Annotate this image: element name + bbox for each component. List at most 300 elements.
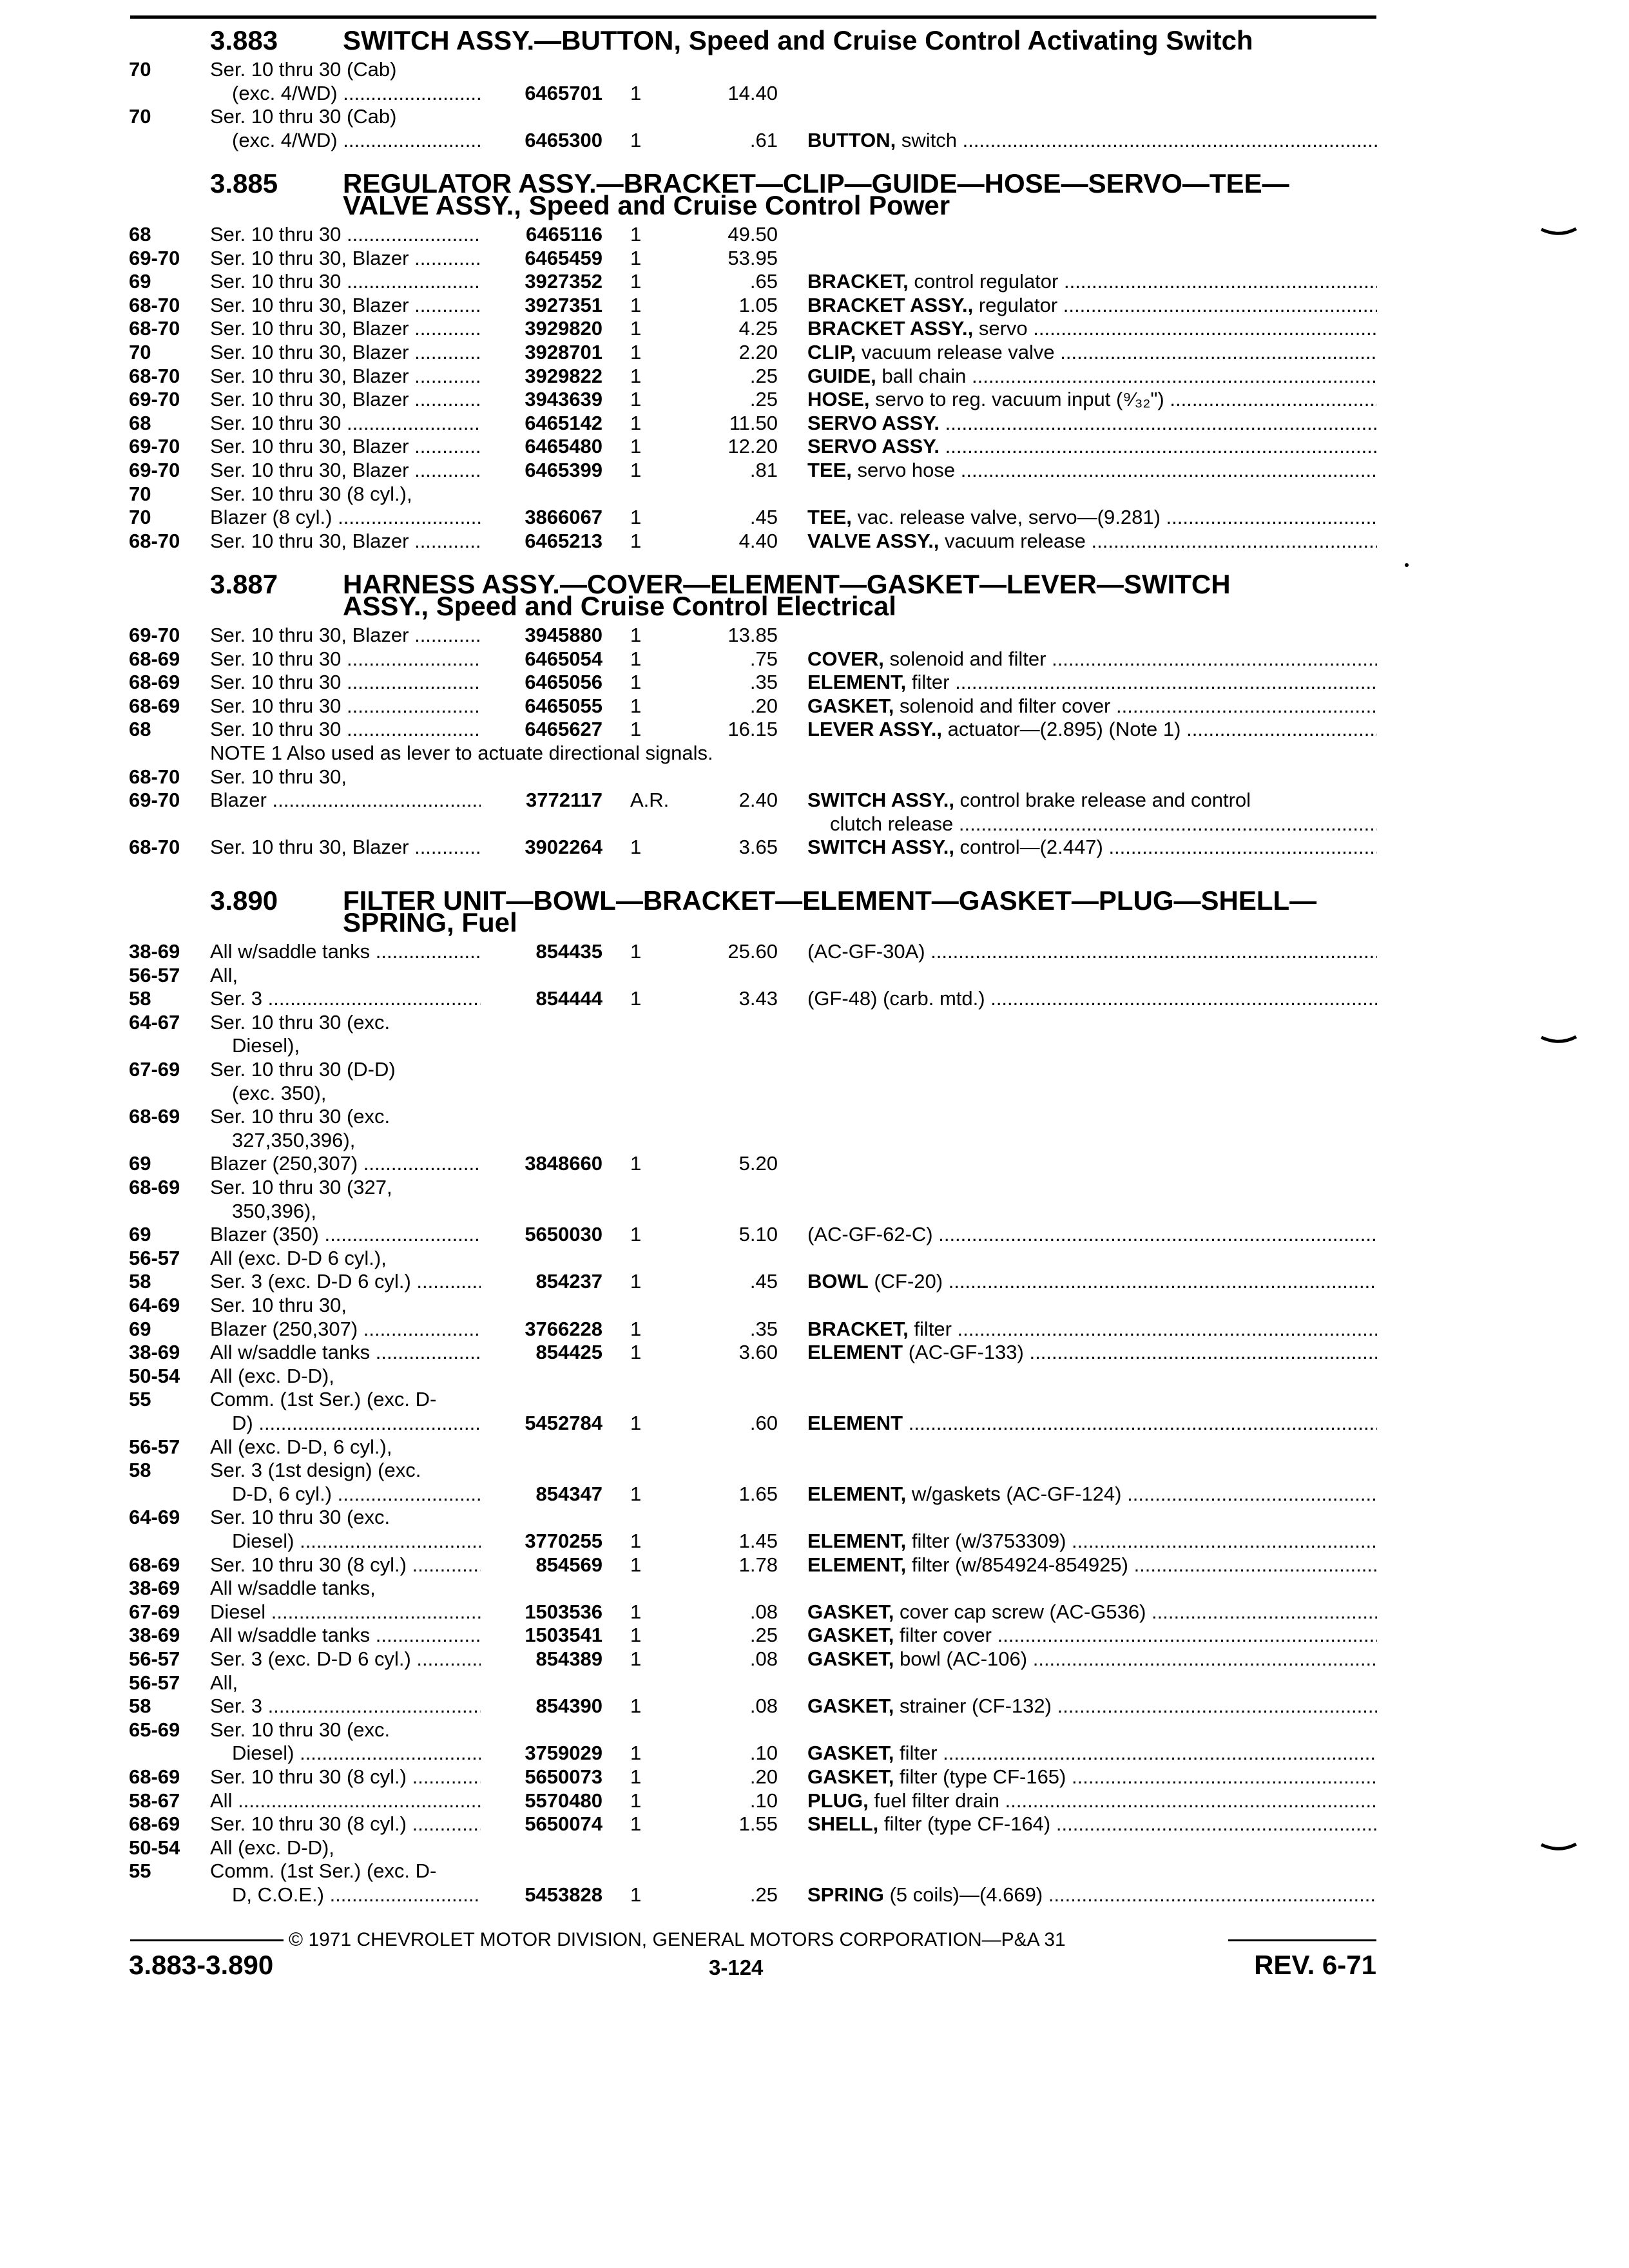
quantity: 1 [630, 940, 642, 963]
description-text: fuel filter drain [868, 1789, 1000, 1812]
model-applicability [210, 669, 481, 695]
description-keyword: ELEMENT [807, 1341, 903, 1364]
table-row [0, 1575, 1629, 1601]
description-text: (5 coils)—(4.669) [883, 1883, 1043, 1906]
year-range: 68 [129, 223, 151, 245]
description-keyword: GASKET, [807, 694, 894, 717]
table-row [0, 1363, 1629, 1389]
quantity: 1 [630, 270, 642, 293]
table-row [0, 1245, 1629, 1271]
price: .10 [749, 1789, 778, 1812]
part-description [807, 716, 1377, 742]
part-description [807, 1481, 1377, 1507]
description-keyword: BRACKET, [807, 1317, 909, 1340]
model-applicability [210, 457, 481, 483]
description-keyword: BRACKET ASSY., [807, 293, 974, 316]
model-applicability [232, 1740, 481, 1766]
part-number: 3902264 [525, 836, 602, 859]
part-description [807, 1269, 1377, 1294]
model-applicability [210, 1293, 481, 1318]
year-range: 68-69 [129, 1105, 180, 1128]
model-applicability [232, 1882, 481, 1908]
year-range: 58 [129, 1459, 151, 1482]
price: .08 [749, 1600, 778, 1623]
table-row [0, 505, 1629, 530]
part-description [807, 646, 1377, 672]
description-keyword: GASKET, [807, 1695, 894, 1718]
price: .81 [749, 459, 778, 481]
year-range: 69 [129, 270, 151, 293]
price: .65 [749, 270, 778, 293]
model-applicability [210, 1222, 481, 1247]
part-number: 854389 [535, 1648, 602, 1670]
part-description [807, 669, 1377, 695]
table-row [0, 1882, 1629, 1908]
part-number: 3772117 [526, 789, 602, 812]
part-description [807, 834, 1377, 860]
year-range: 65-69 [129, 1718, 180, 1741]
model-text: All w/saddle tanks [210, 1624, 371, 1647]
model-text: Ser. 10 thru 30 (8 cyl.) [210, 1812, 407, 1836]
model-applicability [232, 1198, 481, 1224]
year-range: 68 [129, 718, 151, 741]
model-text: Blazer [210, 789, 267, 812]
year-range: 68-70 [129, 836, 180, 859]
model-applicability [232, 128, 481, 153]
table-row [0, 245, 1629, 271]
description-keyword: TEE, [807, 506, 852, 529]
year-range: 69 [129, 1223, 151, 1246]
year-range: 68-69 [129, 694, 180, 717]
part-description [807, 1222, 1377, 1247]
year-range: 58 [129, 1270, 151, 1293]
model-text: All [210, 1789, 233, 1812]
description-text: strainer (CF-132) [894, 1695, 1052, 1718]
price: 5.20 [738, 1152, 778, 1175]
table-row [0, 1128, 1629, 1153]
quantity: 1 [630, 529, 642, 552]
quantity: 1 [630, 459, 642, 481]
description-keyword: HOSE, [807, 388, 870, 411]
model-applicability [210, 939, 481, 965]
section-number: 3.885 [210, 168, 278, 198]
description-keyword: GASKET, [807, 1765, 894, 1788]
description-text: (AC-GF-62-C) [807, 1223, 933, 1246]
part-number: 3927352 [525, 270, 602, 293]
model-text: 350,396), [232, 1199, 316, 1222]
description-text: (AC-GF-30A) [807, 940, 925, 963]
model-text: Ser. 10 thru 30, Blazer [210, 459, 409, 481]
description-keyword: LEVER ASSY., [807, 718, 943, 741]
table-row [0, 963, 1629, 988]
year-range: 55 [129, 1860, 151, 1883]
year-range: 58-67 [129, 1789, 180, 1812]
table-row [0, 1175, 1629, 1200]
part-description [807, 1410, 1377, 1436]
price: .35 [749, 671, 778, 694]
price: 14.40 [728, 81, 778, 104]
model-applicability [210, 1670, 481, 1696]
quantity: 1 [630, 1624, 642, 1647]
section-title: FILTER UNIT—BOWL—BRACKET—ELEMENT—GASKET—PLUG—SHELL— [343, 885, 1317, 916]
part-number: 854347 [535, 1482, 602, 1505]
quantity: 1 [630, 293, 642, 316]
part-description [807, 787, 1377, 813]
description-text: filter (type CF-164) [878, 1812, 1051, 1836]
model-text: (exc. 350), [232, 1081, 327, 1104]
part-number: 3759029 [525, 1742, 602, 1765]
part-number: 6465480 [525, 435, 602, 458]
year-range: 64-67 [129, 1010, 180, 1033]
table-row [0, 1693, 1629, 1719]
footer-rule-right [1228, 1939, 1376, 1941]
model-applicability [210, 505, 481, 530]
table-row [0, 1835, 1629, 1861]
model-text: D) [232, 1412, 253, 1434]
model-applicability [210, 1622, 481, 1648]
part-number: 6465627 [525, 718, 602, 741]
price: 11.50 [729, 411, 778, 434]
quantity: 1 [630, 1765, 642, 1788]
model-text: Blazer (8 cyl.) [210, 506, 333, 529]
quantity: 1 [630, 317, 642, 340]
model-applicability [210, 1764, 481, 1790]
quantity: 1 [630, 1530, 642, 1552]
price: 3.60 [738, 1341, 778, 1364]
model-applicability [232, 1128, 481, 1153]
table-row [0, 1622, 1629, 1648]
quantity: 1 [630, 1789, 642, 1812]
table-row [0, 939, 1629, 965]
price: .45 [749, 1270, 778, 1293]
year-range: 68-70 [129, 317, 180, 340]
description-text: control regulator [908, 270, 1059, 293]
model-applicability [232, 1528, 481, 1554]
part-description [807, 1693, 1377, 1719]
part-number: 5452784 [525, 1412, 602, 1434]
year-range: 58 [129, 987, 151, 1010]
model-text: Ser. 10 thru 30, Blazer [210, 341, 409, 363]
part-description [807, 1811, 1377, 1837]
quantity: 1 [630, 1223, 642, 1246]
part-description [807, 1764, 1377, 1790]
description-text: control brake release and control [954, 789, 1251, 812]
description-keyword: ELEMENT, [807, 1553, 907, 1576]
table-row [0, 316, 1629, 341]
price: .25 [749, 1883, 778, 1906]
model-text: D, C.O.E.) [232, 1883, 324, 1906]
model-text: Ser. 10 thru 30 (Cab) [210, 105, 397, 128]
table-row [0, 1081, 1629, 1106]
part-description [807, 340, 1377, 365]
quantity: 1 [630, 671, 642, 694]
model-text: Ser. 10 thru 30, Blazer [210, 317, 409, 340]
part-number: 6465142 [525, 411, 602, 434]
model-applicability [210, 1835, 481, 1861]
model-applicability [210, 528, 481, 554]
quantity: 1 [630, 341, 642, 363]
table-row [0, 457, 1629, 483]
model-applicability [232, 1033, 481, 1059]
description-text: w/gaskets (AC-GF-124) [906, 1482, 1122, 1505]
section-title: REGULATOR ASSY.—BRACKET—CLIP—GUIDE—HOSE—SERVO—TEE— [343, 168, 1289, 198]
table-row [0, 1434, 1629, 1460]
description-text: (AC-GF-133) [903, 1341, 1024, 1364]
copyright-notice: © 1971 CHEVROLET MOTOR DIVISION, GENERAL MOTORS CORPORATION—P&A 31 [289, 1929, 1066, 1950]
table-row [0, 1269, 1629, 1294]
price: .08 [749, 1648, 778, 1670]
model-text: Ser. 10 thru 30, [210, 765, 347, 788]
description-text: switch [896, 128, 957, 151]
year-range: 56-57 [129, 963, 180, 986]
part-description [807, 1552, 1377, 1578]
part-number: 6465055 [525, 694, 602, 717]
model-applicability [210, 787, 481, 813]
model-applicability [210, 222, 481, 247]
part-description [807, 1599, 1377, 1625]
year-range: 38-69 [129, 1624, 180, 1647]
table-row [0, 57, 1629, 82]
description-keyword: SPRING [807, 1883, 884, 1906]
model-applicability [210, 764, 481, 790]
description-keyword: BRACKET ASSY., [807, 317, 974, 340]
year-range: 69-70 [129, 789, 180, 812]
quantity: 1 [630, 1812, 642, 1836]
top-rule [130, 15, 1376, 19]
description-keyword: ELEMENT, [807, 1530, 907, 1552]
year-range: 56-57 [129, 1671, 180, 1694]
model-applicability [210, 1316, 481, 1342]
description-text: clutch release [830, 812, 954, 835]
model-text: Ser. 10 thru 30 [210, 671, 342, 694]
part-description [807, 528, 1377, 554]
table-row [0, 669, 1629, 695]
quantity: 1 [630, 1412, 642, 1434]
model-text: Diesel) [232, 1530, 294, 1552]
model-text: Ser. 10 thru 30 (D-D) [210, 1058, 396, 1081]
part-description [807, 986, 1377, 1012]
price: 2.40 [738, 789, 778, 812]
model-text: All (exc. D-D), [210, 1364, 334, 1387]
part-description [807, 1622, 1377, 1648]
model-applicability [210, 834, 481, 860]
description-text: vac. release valve, servo—(9.281) [851, 506, 1161, 529]
model-text: Ser. 10 thru 30, Blazer [210, 624, 409, 646]
footer-rule-left [130, 1939, 284, 1941]
price: .61 [749, 128, 778, 151]
year-range: 68-69 [129, 647, 180, 670]
price: .10 [749, 1742, 778, 1765]
description-keyword: BUTTON, [807, 128, 896, 151]
description-keyword: GASKET, [807, 1742, 894, 1765]
table-row [0, 293, 1629, 318]
year-range: 67-69 [129, 1058, 180, 1081]
year-range: 68-70 [129, 364, 180, 387]
part-description [807, 457, 1377, 483]
description-keyword: SHELL, [807, 1812, 879, 1836]
section-range: 3.883-3.890 [129, 1950, 274, 1980]
year-range: 70 [129, 482, 151, 505]
table-row [0, 1222, 1629, 1247]
model-applicability [210, 1269, 481, 1294]
quantity: 1 [630, 624, 642, 646]
model-text: Ser. 10 thru 30 [210, 694, 342, 717]
table-row [0, 1057, 1629, 1082]
description-text: filter [906, 671, 950, 694]
model-text: Blazer (250,307) [210, 1317, 358, 1340]
model-applicability [210, 986, 481, 1012]
part-description [807, 316, 1377, 341]
quantity: 1 [630, 1152, 642, 1175]
part-number: 6465056 [525, 671, 602, 694]
year-range: 38-69 [129, 1577, 180, 1600]
quantity: 1 [630, 1883, 642, 1906]
model-text: Ser. 10 thru 30 [210, 270, 342, 293]
table-row [0, 222, 1629, 247]
year-range: 56-57 [129, 1648, 180, 1670]
section-title: VALVE ASSY., Speed and Cruise Control Power [343, 190, 950, 220]
note-text: NOTE 1 Also used as lever to actuate directional signals. [210, 742, 713, 764]
model-applicability [232, 81, 481, 106]
table-row [0, 1670, 1629, 1696]
part-description [807, 1882, 1377, 1908]
table-row [0, 363, 1629, 389]
table-row [0, 1340, 1629, 1365]
part-description [807, 1316, 1377, 1342]
model-applicability [210, 1575, 481, 1601]
table-row [0, 787, 1629, 813]
price: 25.60 [728, 940, 778, 963]
part-description [807, 1528, 1377, 1554]
table-row [0, 104, 1629, 130]
model-text: Blazer (350) [210, 1223, 319, 1246]
description-text: regulator [973, 293, 1058, 316]
section-title: HARNESS ASSY.—COVER—ELEMENT—GASKET—LEVER—SWITCH [343, 569, 1231, 599]
table-row [0, 340, 1629, 365]
part-number: 3928701 [525, 341, 602, 363]
table-row [0, 1858, 1629, 1884]
model-text: All (exc. D-D), [210, 1836, 334, 1859]
model-applicability [210, 57, 481, 82]
quantity: 1 [630, 364, 642, 387]
table-row [0, 646, 1629, 672]
part-number: 5570480 [525, 1789, 602, 1812]
description-keyword: GASKET, [807, 1624, 894, 1647]
model-applicability [210, 104, 481, 130]
margin-mark [1540, 1035, 1577, 1044]
model-applicability [210, 387, 481, 412]
year-range: 38-69 [129, 1341, 180, 1364]
model-text: Comm. (1st Ser.) (exc. D- [210, 1860, 437, 1883]
model-text: Ser. 10 thru 30, Blazer [210, 836, 409, 859]
model-applicability [210, 1434, 481, 1460]
year-range: 56-57 [129, 1246, 180, 1269]
description-text: (GF-48) (carb. mtd.) [807, 987, 985, 1010]
description-keyword: ELEMENT [807, 1412, 903, 1434]
model-applicability [210, 245, 481, 271]
price: 12.20 [728, 435, 778, 458]
model-text: Diesel [210, 1600, 266, 1623]
price: 5.10 [738, 1223, 778, 1246]
quantity: 1 [630, 506, 642, 529]
note-row [0, 740, 1629, 766]
section-title: SWITCH ASSY.—BUTTON, Speed and Cruise Control Activating Switch [343, 25, 1253, 55]
table-row [0, 1552, 1629, 1578]
model-text: Ser. 10 thru 30 [210, 411, 342, 434]
table-row [0, 128, 1629, 153]
year-range: 70 [129, 105, 151, 128]
price: 1.45 [738, 1530, 778, 1552]
table-row [0, 1788, 1629, 1814]
quantity: A.R. [630, 789, 670, 812]
model-applicability [210, 1552, 481, 1578]
model-applicability [210, 622, 481, 648]
model-text: Ser. 10 thru 30, Blazer [210, 246, 409, 269]
quantity: 1 [630, 1553, 642, 1576]
table-row [0, 1528, 1629, 1554]
part-number: 6465701 [525, 81, 602, 104]
quantity: 1 [630, 81, 642, 104]
model-applicability [210, 269, 481, 294]
model-applicability [210, 1245, 481, 1271]
price: .25 [749, 388, 778, 411]
price: 1.55 [738, 1812, 778, 1836]
table-row [0, 1010, 1629, 1035]
year-range: 50-54 [129, 1836, 180, 1859]
model-applicability [210, 1363, 481, 1389]
quantity: 1 [630, 1270, 642, 1293]
model-text: All w/saddle tanks [210, 1341, 371, 1364]
table-row [0, 481, 1629, 507]
part-description [807, 939, 1377, 965]
model-text: Ser. 3 [210, 1695, 262, 1718]
part-number: 854390 [535, 1695, 602, 1718]
year-range: 68-70 [129, 765, 180, 788]
quantity: 1 [630, 246, 642, 269]
part-description [807, 1788, 1377, 1814]
table-row [0, 410, 1629, 436]
table-row [0, 1504, 1629, 1530]
table-row [0, 693, 1629, 719]
quantity: 1 [630, 987, 642, 1010]
model-applicability [210, 1788, 481, 1814]
price: 49.50 [728, 223, 778, 245]
description-keyword: PLUG, [807, 1789, 869, 1812]
part-description [807, 293, 1377, 318]
table-row [0, 622, 1629, 648]
revision-label: REV. 6-71 [1254, 1950, 1376, 1980]
table-row [0, 1387, 1629, 1412]
model-text: Ser. 10 thru 30 (Cab) [210, 58, 397, 81]
price: .75 [749, 647, 778, 670]
year-range: 68-70 [129, 293, 180, 316]
quantity: 1 [630, 1482, 642, 1505]
part-description [807, 269, 1377, 294]
model-text: Ser. 3 (exc. D-D 6 cyl.) [210, 1648, 411, 1670]
description-text: ball chain [876, 364, 967, 387]
quantity: 1 [630, 647, 642, 670]
section-title: ASSY., Speed and Cruise Control Electrical [343, 591, 896, 621]
quantity: 1 [630, 1648, 642, 1670]
model-text: 327,350,396), [232, 1128, 356, 1151]
table-row [0, 269, 1629, 294]
model-text: Ser. 10 thru 30 (exc. [210, 1105, 390, 1128]
description-text: servo hose [851, 459, 956, 481]
model-applicability [210, 1340, 481, 1365]
model-text: (exc. 4/WD) [232, 128, 338, 151]
description-text: filter (w/854924-854925) [906, 1553, 1128, 1576]
price: 3.65 [738, 836, 778, 859]
